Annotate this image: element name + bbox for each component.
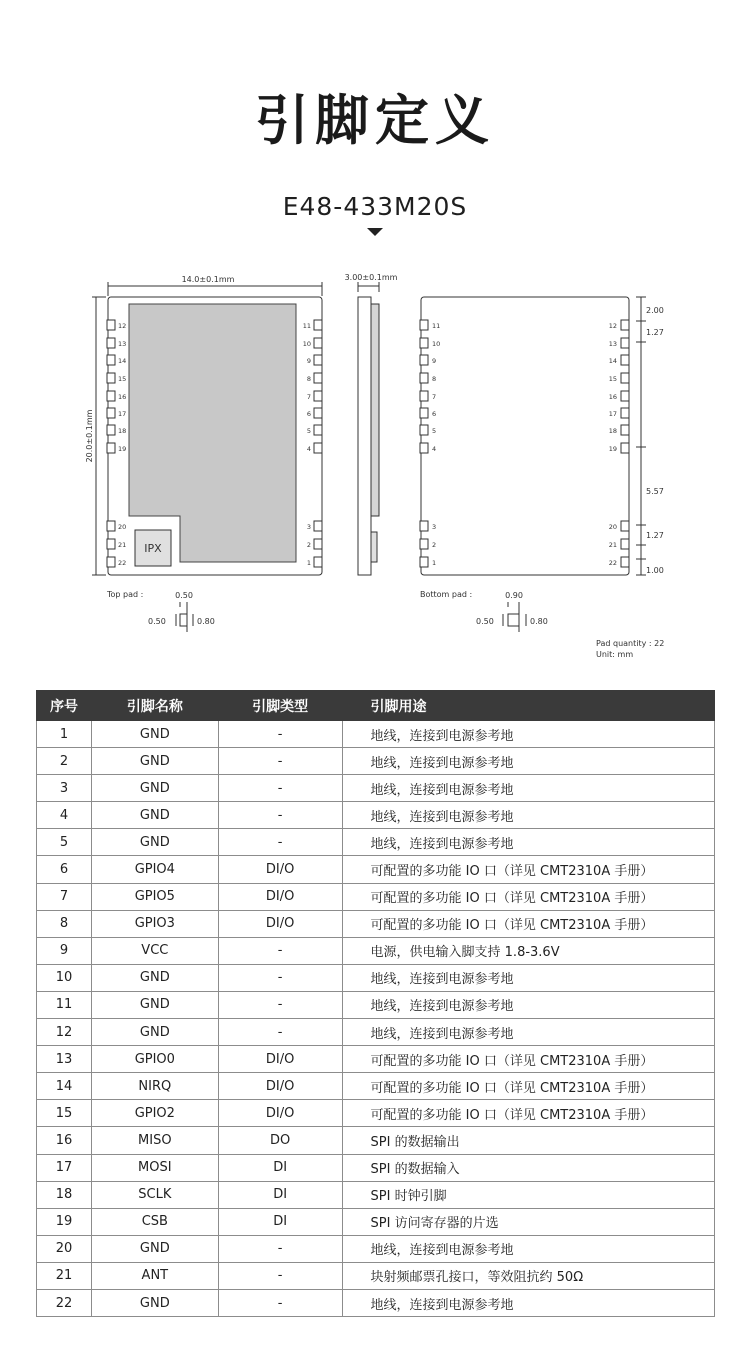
bottom-left-pad-label: 11 bbox=[432, 322, 441, 330]
top-left-pad-label: 19 bbox=[118, 445, 127, 453]
top-left-pad-label: 16 bbox=[118, 393, 127, 401]
table-row bbox=[37, 1235, 715, 1262]
bottom-left-pad-label: 1 bbox=[432, 559, 437, 567]
top-left-pad-label: 20 bbox=[118, 523, 127, 531]
cell-pin-usage: 地线，连接到电源参考地 bbox=[342, 721, 714, 748]
cell-index: 5 bbox=[37, 829, 92, 856]
bottom-left-pad bbox=[420, 338, 428, 348]
side-view-shield bbox=[371, 304, 379, 516]
cell-index: 3 bbox=[37, 775, 92, 802]
cell-pin-type: - bbox=[218, 964, 342, 991]
table-row bbox=[37, 991, 715, 1018]
cell-pin-usage: SPI 的数据输出 bbox=[342, 1127, 714, 1154]
bottom-left-pad-label: 9 bbox=[432, 357, 437, 365]
header-index: 序号 bbox=[37, 691, 92, 721]
cell-pin-name: GPIO4 bbox=[91, 856, 218, 883]
module-drawing bbox=[0, 262, 750, 672]
bottom-right-pad-label: 17 bbox=[608, 410, 617, 418]
cell-index: 20 bbox=[37, 1235, 92, 1262]
triangle-down-icon bbox=[367, 228, 383, 236]
dim-1: 2.00 bbox=[646, 306, 664, 315]
cell-index: 15 bbox=[37, 1100, 92, 1127]
bottom-left-pad bbox=[420, 320, 428, 330]
bottom-left-pad-label: 7 bbox=[432, 393, 437, 401]
top-right-pad bbox=[314, 443, 322, 453]
cell-pin-type: - bbox=[218, 1019, 342, 1046]
bottom-left-pad bbox=[420, 391, 428, 401]
thickness-label: 3.00±0.1mm bbox=[344, 273, 398, 282]
top-right-pad bbox=[314, 539, 322, 549]
top-left-pad bbox=[107, 425, 115, 435]
cell-pin-usage: 地线，连接到电源参考地 bbox=[342, 802, 714, 829]
cell-pin-name: MOSI bbox=[91, 1154, 218, 1181]
cell-pin-type: - bbox=[218, 1289, 342, 1316]
table-header-row bbox=[37, 691, 715, 721]
cell-pin-usage: 地线，连接到电源参考地 bbox=[342, 1235, 714, 1262]
bottom-left-pad bbox=[420, 557, 428, 567]
table-row bbox=[37, 937, 715, 964]
cell-pin-type: - bbox=[218, 991, 342, 1018]
height-label: 20.0±0.1mm bbox=[85, 409, 94, 463]
cell-index: 8 bbox=[37, 910, 92, 937]
cell-pin-type: - bbox=[218, 802, 342, 829]
bottom-left-pad bbox=[420, 521, 428, 531]
top-left-pad bbox=[107, 320, 115, 330]
bottom-pad-w: 0.90 bbox=[505, 591, 523, 600]
bottom-left-pad bbox=[420, 408, 428, 418]
cell-pin-usage: SPI 访问寄存器的片选 bbox=[342, 1208, 714, 1235]
cell-pin-type: DI/O bbox=[218, 1100, 342, 1127]
cell-index: 18 bbox=[37, 1181, 92, 1208]
cell-pin-usage: 可配置的多功能 IO 口（详见 CMT2310A 手册） bbox=[342, 910, 714, 937]
bottom-right-pad bbox=[621, 443, 629, 453]
ipx-label: IPX bbox=[144, 542, 162, 555]
top-left-pad-label: 17 bbox=[118, 410, 127, 418]
cell-index: 21 bbox=[37, 1262, 92, 1289]
cell-pin-type: DI/O bbox=[218, 883, 342, 910]
dim-4: 1.27 bbox=[646, 531, 664, 540]
top-left-pad bbox=[107, 338, 115, 348]
cell-pin-name: GND bbox=[91, 1019, 218, 1046]
cell-pin-type: - bbox=[218, 829, 342, 856]
top-right-pad bbox=[314, 355, 322, 365]
header-pin-name: 引脚名称 bbox=[91, 691, 218, 721]
top-pad-label: Top pad : bbox=[107, 590, 144, 599]
cell-index: 4 bbox=[37, 802, 92, 829]
cell-index: 22 bbox=[37, 1289, 92, 1316]
cell-index: 1 bbox=[37, 721, 92, 748]
cell-index: 2 bbox=[37, 748, 92, 775]
header-pin-type: 引脚类型 bbox=[218, 691, 342, 721]
bottom-right-pad bbox=[621, 539, 629, 549]
bottom-right-pad-label: 20 bbox=[608, 523, 617, 531]
table-row bbox=[37, 856, 715, 883]
top-right-pad-label: 11 bbox=[302, 322, 311, 330]
table-row bbox=[37, 1046, 715, 1073]
bottom-right-pad-label: 22 bbox=[608, 559, 617, 567]
model-name: E48-433M20S bbox=[282, 192, 468, 221]
top-right-pad-label: 8 bbox=[306, 375, 311, 383]
top-left-pad bbox=[107, 557, 115, 567]
top-pad-w: 0.50 bbox=[175, 591, 193, 600]
top-right-pad bbox=[314, 408, 322, 418]
table-row bbox=[37, 1208, 715, 1235]
width-label: 14.0±0.1mm bbox=[181, 275, 235, 284]
top-right-pad bbox=[314, 320, 322, 330]
top-right-pad bbox=[314, 391, 322, 401]
top-right-pad-label: 6 bbox=[306, 410, 311, 418]
shield-can bbox=[129, 304, 296, 562]
cell-pin-usage: 可配置的多功能 IO 口（详见 CMT2310A 手册） bbox=[342, 883, 714, 910]
bottom-right-pad-label: 14 bbox=[608, 357, 617, 365]
table-row bbox=[37, 910, 715, 937]
top-right-pad bbox=[314, 338, 322, 348]
bottom-right-pad bbox=[621, 521, 629, 531]
table-row bbox=[37, 721, 715, 748]
pin-table bbox=[36, 690, 715, 1317]
top-right-pad-label: 4 bbox=[306, 445, 311, 453]
top-left-pad-label: 13 bbox=[118, 340, 127, 348]
top-left-pad-label: 12 bbox=[118, 322, 127, 330]
cell-pin-name: GPIO5 bbox=[91, 883, 218, 910]
top-pad-symbol bbox=[180, 614, 187, 626]
bottom-right-pad-label: 15 bbox=[608, 375, 617, 383]
bottom-right-pad-label: 21 bbox=[608, 541, 617, 549]
cell-pin-name: GND bbox=[91, 964, 218, 991]
cell-index: 14 bbox=[37, 1073, 92, 1100]
top-right-pad-label: 7 bbox=[306, 393, 311, 401]
header-pin-usage: 引脚用途 bbox=[342, 691, 714, 721]
bottom-right-pad bbox=[621, 391, 629, 401]
table-row bbox=[37, 964, 715, 991]
bottom-right-pad-label: 16 bbox=[608, 393, 617, 401]
cell-pin-type: - bbox=[218, 1262, 342, 1289]
bottom-left-pad-label: 10 bbox=[432, 340, 441, 348]
cell-pin-usage: 可配置的多功能 IO 口（详见 CMT2310A 手册） bbox=[342, 1073, 714, 1100]
bottom-pad-symbol bbox=[508, 614, 519, 626]
cell-index: 7 bbox=[37, 883, 92, 910]
cell-pin-name: GPIO3 bbox=[91, 910, 218, 937]
bottom-right-pad bbox=[621, 320, 629, 330]
cell-pin-name: GPIO0 bbox=[91, 1046, 218, 1073]
cell-pin-type: DI bbox=[218, 1154, 342, 1181]
cell-pin-name: CSB bbox=[91, 1208, 218, 1235]
bottom-right-pad-label: 12 bbox=[608, 322, 617, 330]
cell-pin-usage: 块射频邮票孔接口，等效阻抗约 50Ω bbox=[342, 1262, 714, 1289]
top-right-pad bbox=[314, 425, 322, 435]
cell-pin-name: GND bbox=[91, 802, 218, 829]
cell-pin-name: VCC bbox=[91, 937, 218, 964]
cell-pin-usage: 地线，连接到电源参考地 bbox=[342, 964, 714, 991]
cell-pin-type: - bbox=[218, 721, 342, 748]
top-left-pad-label: 21 bbox=[118, 541, 127, 549]
top-right-pad-label: 3 bbox=[306, 523, 311, 531]
cell-pin-name: GND bbox=[91, 991, 218, 1018]
bottom-pad-h: 0.50 bbox=[476, 617, 494, 626]
cell-pin-type: - bbox=[218, 748, 342, 775]
cell-pin-name: GPIO2 bbox=[91, 1100, 218, 1127]
bottom-left-pad-label: 4 bbox=[432, 445, 437, 453]
drawing-canvas bbox=[0, 262, 750, 672]
top-right-pad-label: 9 bbox=[306, 357, 311, 365]
cell-pin-name: GND bbox=[91, 1289, 218, 1316]
top-right-pad bbox=[314, 557, 322, 567]
cell-index: 12 bbox=[37, 1019, 92, 1046]
cell-pin-name: MISO bbox=[91, 1127, 218, 1154]
cell-pin-usage: 地线，连接到电源参考地 bbox=[342, 991, 714, 1018]
table-row bbox=[37, 829, 715, 856]
pad-quantity: Pad quantity : 22 bbox=[596, 639, 665, 648]
bottom-right-pad-label: 13 bbox=[608, 340, 617, 348]
cell-pin-usage: SPI 时钟引脚 bbox=[342, 1181, 714, 1208]
top-right-pad-label: 5 bbox=[306, 427, 311, 435]
cell-pin-name: GND bbox=[91, 748, 218, 775]
top-left-pad bbox=[107, 355, 115, 365]
top-left-pad-label: 15 bbox=[118, 375, 127, 383]
page-title: 引脚定义 bbox=[255, 89, 495, 152]
cell-pin-usage: 电源，供电输入脚支持 1.8-3.6V bbox=[342, 937, 714, 964]
bottom-right-pad-label: 18 bbox=[608, 427, 617, 435]
top-left-pad-label: 22 bbox=[118, 559, 127, 567]
cell-pin-usage: 可配置的多功能 IO 口（详见 CMT2310A 手册） bbox=[342, 1100, 714, 1127]
bottom-right-pad bbox=[621, 338, 629, 348]
top-pad-h: 0.50 bbox=[148, 617, 166, 626]
cell-index: 17 bbox=[37, 1154, 92, 1181]
top-left-pad bbox=[107, 443, 115, 453]
cell-index: 6 bbox=[37, 856, 92, 883]
top-right-pad-label: 1 bbox=[306, 559, 311, 567]
top-left-pad bbox=[107, 539, 115, 549]
bottom-left-pad-label: 2 bbox=[432, 541, 437, 549]
dim-5: 1.00 bbox=[646, 566, 664, 575]
cell-index: 9 bbox=[37, 937, 92, 964]
dim-3: 5.57 bbox=[646, 487, 664, 496]
table-row bbox=[37, 1262, 715, 1289]
cell-pin-usage: SPI 的数据输入 bbox=[342, 1154, 714, 1181]
table-row bbox=[37, 1154, 715, 1181]
cell-pin-type: DI/O bbox=[218, 856, 342, 883]
cell-index: 11 bbox=[37, 991, 92, 1018]
cell-pin-name: GND bbox=[91, 721, 218, 748]
bottom-right-pad bbox=[621, 408, 629, 418]
cell-pin-name: SCLK bbox=[91, 1181, 218, 1208]
side-view-pcb bbox=[358, 297, 371, 575]
table-row bbox=[37, 1127, 715, 1154]
table-row bbox=[37, 802, 715, 829]
cell-index: 16 bbox=[37, 1127, 92, 1154]
bottom-left-pad bbox=[420, 443, 428, 453]
cell-pin-type: DI bbox=[218, 1208, 342, 1235]
cell-pin-type: - bbox=[218, 775, 342, 802]
top-right-pad bbox=[314, 373, 322, 383]
table-row bbox=[37, 775, 715, 802]
cell-pin-name: ANT bbox=[91, 1262, 218, 1289]
top-right-pad bbox=[314, 521, 322, 531]
cell-pin-type: DO bbox=[218, 1127, 342, 1154]
top-pad-len: 0.80 bbox=[197, 617, 215, 626]
cell-pin-usage: 地线，连接到电源参考地 bbox=[342, 775, 714, 802]
top-left-pad-label: 18 bbox=[118, 427, 127, 435]
cell-pin-type: DI bbox=[218, 1181, 342, 1208]
table-row bbox=[37, 1073, 715, 1100]
bottom-pad-label: Bottom pad : bbox=[420, 590, 473, 599]
top-right-pad-label: 10 bbox=[302, 340, 311, 348]
cell-pin-type: DI/O bbox=[218, 1046, 342, 1073]
top-right-pad-label: 2 bbox=[306, 541, 311, 549]
bottom-left-pad-label: 6 bbox=[432, 410, 437, 418]
cell-pin-usage: 可配置的多功能 IO 口（详见 CMT2310A 手册） bbox=[342, 856, 714, 883]
bottom-left-pad bbox=[420, 539, 428, 549]
bottom-right-pad bbox=[621, 425, 629, 435]
table-row bbox=[37, 1181, 715, 1208]
cell-pin-type: DI/O bbox=[218, 1073, 342, 1100]
cell-pin-usage: 地线，连接到电源参考地 bbox=[342, 829, 714, 856]
top-left-pad bbox=[107, 391, 115, 401]
cell-pin-name: GND bbox=[91, 829, 218, 856]
bottom-left-pad-label: 5 bbox=[432, 427, 437, 435]
cell-pin-usage: 地线，连接到电源参考地 bbox=[342, 1289, 714, 1316]
bottom-left-pad bbox=[420, 355, 428, 365]
table-row bbox=[37, 1019, 715, 1046]
bottom-view-body bbox=[421, 297, 629, 575]
bottom-right-pad bbox=[621, 373, 629, 383]
unit-note: Unit: mm bbox=[596, 650, 634, 659]
cell-index: 13 bbox=[37, 1046, 92, 1073]
top-left-pad-label: 14 bbox=[118, 357, 127, 365]
bottom-left-pad bbox=[420, 425, 428, 435]
cell-pin-type: - bbox=[218, 937, 342, 964]
cell-pin-type: - bbox=[218, 1235, 342, 1262]
bottom-pad-len: 0.80 bbox=[530, 617, 548, 626]
cell-pin-name: GND bbox=[91, 1235, 218, 1262]
bottom-right-pad-label: 19 bbox=[608, 445, 617, 453]
top-left-pad bbox=[107, 521, 115, 531]
cell-pin-type: DI/O bbox=[218, 910, 342, 937]
cell-pin-usage: 可配置的多功能 IO 口（详见 CMT2310A 手册） bbox=[342, 1046, 714, 1073]
cell-pin-usage: 地线，连接到电源参考地 bbox=[342, 748, 714, 775]
cell-pin-usage: 地线，连接到电源参考地 bbox=[342, 1019, 714, 1046]
bottom-right-pad bbox=[621, 355, 629, 365]
bottom-left-pad-label: 3 bbox=[432, 523, 437, 531]
top-left-pad bbox=[107, 373, 115, 383]
table-row bbox=[37, 883, 715, 910]
bottom-left-pad bbox=[420, 373, 428, 383]
cell-pin-name: NIRQ bbox=[91, 1073, 218, 1100]
table-row bbox=[37, 1289, 715, 1316]
cell-pin-name: GND bbox=[91, 775, 218, 802]
cell-index: 19 bbox=[37, 1208, 92, 1235]
table-row bbox=[37, 1100, 715, 1127]
cell-index: 10 bbox=[37, 964, 92, 991]
dim-2: 1.27 bbox=[646, 328, 664, 337]
table-row bbox=[37, 748, 715, 775]
bottom-left-pad-label: 8 bbox=[432, 375, 437, 383]
top-left-pad bbox=[107, 408, 115, 418]
bottom-right-pad bbox=[621, 557, 629, 567]
